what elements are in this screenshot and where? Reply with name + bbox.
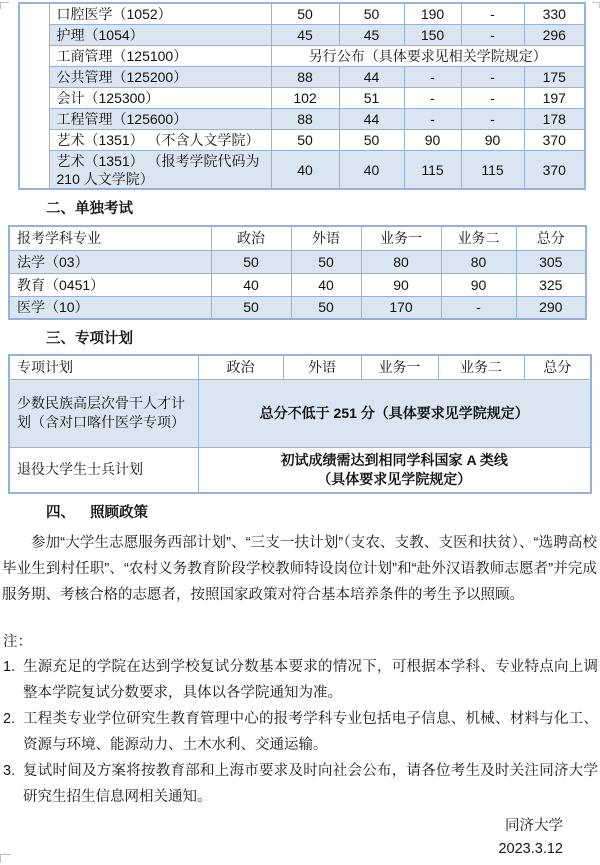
document-page (0, 2, 600, 865)
table-row (9, 296, 586, 319)
note-text: 工程类专业学位研究生教育管理中心的报考学科专业包括电子信息、机械、材料与化工、资源与环境、能源动力、土木水利、交通运输。 (23, 711, 598, 753)
column-header: 总分 (524, 355, 591, 379)
note-number: 2. (3, 711, 16, 727)
column-header: 政治 (211, 226, 291, 250)
major-name: 公共管理（125200） (49, 67, 271, 88)
major-name: 艺术（1351） （报考学院代码为 210 人文学院） (49, 151, 271, 190)
score-cell: 330 (524, 3, 585, 25)
plan-name: 退役大学生士兵计划 (9, 447, 198, 493)
section-heading-care-policy (46, 504, 600, 522)
merged-requirement-cell: 总分不低于 251 分（具体要求见学院规定） (198, 379, 591, 447)
score-cell: 90 (461, 130, 524, 151)
table-row (19, 88, 585, 109)
table-row (19, 130, 585, 151)
score-cell: 50 (339, 3, 404, 25)
table-row (19, 67, 585, 88)
list-item (3, 654, 598, 706)
table-header-row (9, 355, 591, 379)
crop-mark-top-left-icon (0, 2, 9, 9)
section-number: 四、 (46, 505, 75, 521)
left-strip-cell (19, 3, 49, 189)
requirement-line-2: （具体要求见学院规定） (317, 470, 472, 487)
score-cell: 102 (271, 88, 339, 109)
score-cell: 45 (271, 25, 339, 46)
crop-mark-bottom-left-icon (0, 854, 11, 863)
note-number: 1. (3, 659, 16, 675)
plan-name: 少数民族高层次骨干人才计划（含对口喀什医学专项） (9, 379, 198, 447)
score-cell: - (461, 25, 524, 46)
score-cell: 88 (271, 109, 339, 130)
major-name: 会计（125300） (49, 88, 271, 109)
score-cell: 50 (339, 130, 404, 151)
score-cell: 290 (516, 296, 586, 319)
score-cell: 40 (271, 151, 339, 190)
column-header: 业务一 (361, 355, 438, 379)
score-cell: 150 (404, 25, 461, 46)
column-header: 业务一 (361, 226, 441, 250)
section-title: 照顾政策 (90, 505, 148, 521)
score-cell: 50 (211, 296, 291, 319)
score-cell: - (461, 3, 524, 25)
score-cell: 370 (524, 130, 585, 151)
score-cell: 51 (339, 88, 404, 109)
score-cell: 178 (524, 109, 585, 130)
score-cell: 50 (291, 250, 361, 273)
score-cell: 50 (291, 296, 361, 319)
requirement-line-1: 初试成绩需达到相同学科国家 A 类线 (280, 451, 508, 468)
signature-org: 同济大学 (505, 818, 563, 834)
score-cell: 50 (271, 130, 339, 151)
major-name: 法学（03） (9, 250, 211, 273)
single-exam-table (8, 225, 587, 320)
note-text: 复试时间及方案将按教育部和上海市要求及时向社会公布，请各位考生及时关注同济大学研究生招生信息网相关通知。 (23, 763, 598, 805)
column-header: 报考学科专业 (9, 226, 211, 250)
score-cell: 50 (271, 3, 339, 25)
column-header: 业务二 (438, 355, 524, 379)
column-header: 政治 (198, 355, 283, 379)
table-row (19, 3, 585, 25)
score-cell: 40 (339, 151, 404, 190)
table-header-row (9, 226, 586, 250)
column-header: 外语 (291, 226, 361, 250)
score-cell: 80 (441, 250, 516, 273)
table-row (9, 379, 591, 447)
score-cell: 115 (461, 151, 524, 190)
table-row (19, 25, 585, 46)
score-cell: 197 (524, 88, 585, 109)
score-cell: - (404, 109, 461, 130)
score-cell: 50 (211, 250, 291, 273)
table-row (19, 46, 585, 67)
merged-requirement-cell (198, 447, 591, 493)
score-cell: 90 (404, 130, 461, 151)
score-cell: 44 (339, 109, 404, 130)
major-name: 工程管理（125600） (49, 109, 271, 130)
score-cell: 296 (524, 25, 585, 46)
score-cell: 305 (516, 250, 586, 273)
merged-note-cell: 另行公布（具体要求见相关学院规定） (271, 46, 585, 67)
score-cell: 40 (211, 273, 291, 296)
major-name: 工商管理（125100） (49, 46, 271, 67)
column-header: 专项计划 (9, 355, 198, 379)
special-plan-table (8, 354, 592, 494)
score-cell: 175 (524, 67, 585, 88)
score-cell: 45 (339, 25, 404, 46)
table-row (19, 151, 585, 190)
score-cell: 44 (339, 67, 404, 88)
section-heading-special-plan: 三、专项计划 (46, 331, 133, 347)
column-header: 业务二 (441, 226, 516, 250)
score-cell: 325 (516, 273, 586, 296)
list-item (3, 706, 598, 758)
score-cell: - (461, 67, 524, 88)
main-score-table (18, 2, 586, 190)
table-row (9, 273, 586, 296)
major-name: 护理（1054） (49, 25, 271, 46)
column-header: 外语 (283, 355, 361, 379)
score-cell: - (441, 296, 516, 319)
score-cell: 88 (271, 67, 339, 88)
score-cell: 370 (524, 151, 585, 190)
major-name: 医学（10） (9, 296, 211, 319)
notes-label: 注： (3, 634, 32, 650)
note-text: 生源充足的学院在达到学校复试分数基本要求的情况下，可根据本学科、专业特点向上调整本学院复试分数要求，具体以各学院通知为准。 (23, 659, 598, 701)
note-number: 3. (3, 763, 16, 779)
score-cell: - (404, 67, 461, 88)
major-name: 教育（0451） (9, 273, 211, 296)
score-cell: 80 (361, 250, 441, 273)
score-cell: 190 (404, 3, 461, 25)
column-header: 总分 (516, 226, 586, 250)
table-row (19, 109, 585, 130)
major-name: 艺术（1351） （不含人文学院） (49, 130, 271, 151)
score-cell: - (461, 109, 524, 130)
score-cell: 90 (361, 273, 441, 296)
section-heading-single-exam: 二、单独考试 (46, 201, 133, 217)
notes-list (3, 654, 598, 810)
score-cell: - (404, 88, 461, 109)
score-cell: 115 (404, 151, 461, 190)
table-row (9, 250, 586, 273)
care-policy-paragraph: 参加“大学生志愿服务西部计划”、“三支一扶计划”（支农、支教、支医和扶贫）、“选聘高校毕业生到村任职”、“农村义务教育阶段学校教师特设岗位计划”和“赴外汉语教师志愿者”并完成服务期、考核合格的志愿者，按照国家政策对符合基本培养条件的考生予以照顾。 (2, 535, 597, 603)
score-cell: 40 (291, 273, 361, 296)
major-name: 口腔医学（1052） (49, 3, 271, 25)
score-cell: 170 (361, 296, 441, 319)
score-cell: - (461, 88, 524, 109)
list-item (3, 758, 598, 810)
crop-mark-top-right-icon (592, 2, 600, 8)
score-cell: 90 (441, 273, 516, 296)
table-row (9, 447, 591, 493)
signature-date: 2023.3.12 (498, 841, 563, 857)
